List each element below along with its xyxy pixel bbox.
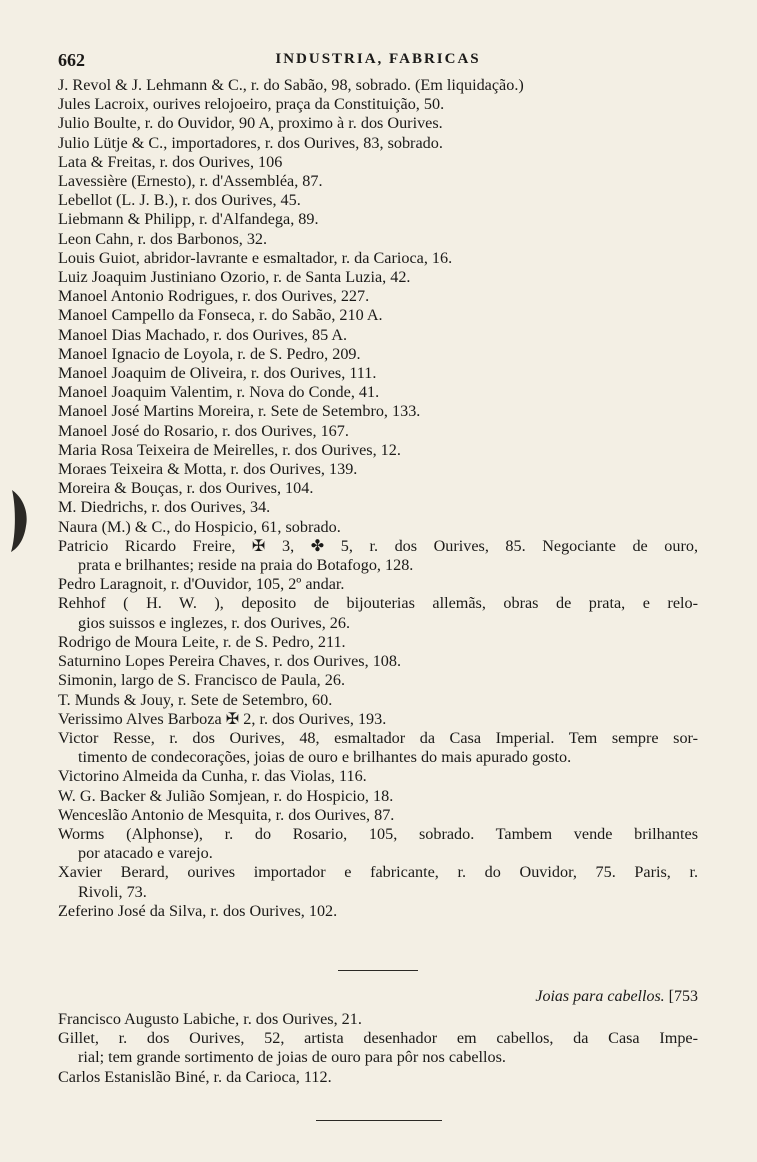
entry-text: Xavier Berard, ourives importador e fabricante, r. do Ouvidor, 75. Paris, r. xyxy=(58,863,698,882)
entry-text: Naura (M.) & C., do Hospicio, 61, sobrado. xyxy=(58,517,341,536)
list-item xyxy=(58,76,698,95)
list-item xyxy=(58,345,698,364)
list-item xyxy=(58,498,698,517)
entry-continuation: prata e brilhantes; reside na praia do Botafogo, 128. xyxy=(78,556,414,575)
page-number: 662 xyxy=(58,50,85,70)
entries-list xyxy=(58,76,698,921)
page-header xyxy=(58,50,698,72)
list-item xyxy=(58,863,698,901)
entries-list-hair-jewellery xyxy=(58,1010,698,1087)
list-item xyxy=(58,729,698,767)
list-item xyxy=(58,153,698,172)
entry-text: Pedro Laragnoit, r. d'Ouvidor, 105, 2º andar. xyxy=(58,575,345,594)
list-item xyxy=(58,230,698,249)
entry-text: Maria Rosa Teixeira de Meirelles, r. dos Ourives, 12. xyxy=(58,440,401,459)
entry-text: Lavessière (Ernesto), r. d'Assembléa, 87. xyxy=(58,172,323,191)
list-item xyxy=(58,691,698,710)
list-item xyxy=(58,1029,698,1067)
entry-text: Moraes Teixeira & Motta, r. dos Ourives, 139. xyxy=(58,460,358,479)
list-item xyxy=(58,268,698,287)
list-item xyxy=(58,902,698,921)
entry-text: Lata & Freitas, r. dos Ourives, 106 xyxy=(58,152,283,171)
entry-text: Louis Guiot, abridor-lavrante e esmaltador, r. da Carioca, 16. xyxy=(58,248,453,267)
list-item xyxy=(58,383,698,402)
entry-text: Rodrigo de Moura Leite, r. de S. Pedro, 211. xyxy=(58,632,346,651)
list-item xyxy=(58,633,698,652)
list-item xyxy=(58,364,698,383)
entry-text: Simonin, largo de S. Francisco de Paula, 26. xyxy=(58,671,345,690)
section-code: [753 xyxy=(668,988,698,1005)
list-item xyxy=(58,114,698,133)
list-item xyxy=(58,767,698,786)
list-item xyxy=(58,537,698,575)
list-item xyxy=(58,710,698,729)
list-item xyxy=(58,306,698,325)
end-rule xyxy=(316,1120,442,1121)
entry-continuation: por atacado e varejo. xyxy=(78,844,213,863)
section-heading xyxy=(58,988,698,1006)
margin-ink-mark xyxy=(8,486,30,556)
entry-text: Manoel Ignacio de Loyola, r. de S. Pedro, 209. xyxy=(58,344,361,363)
list-item xyxy=(58,249,698,268)
entry-text: Patricio Ricardo Freire, ✠ 3, ✤ 5, r. dos Ourives, 85. Negociante de ouro, xyxy=(58,536,698,555)
entry-text: Moreira & Bouças, r. dos Ourives, 104. xyxy=(58,479,314,498)
entry-text: Wenceslão Antonio de Mesquita, r. dos Ourives, 87. xyxy=(58,805,395,824)
entry-text: Julio Boulte, r. do Ouvidor, 90 A, proximo à r. dos Ourives. xyxy=(58,114,443,133)
list-item xyxy=(58,210,698,229)
list-item xyxy=(58,787,698,806)
list-item xyxy=(58,671,698,690)
entry-continuation: rial; tem grande sortimento de joias de ouro para pôr nos cabellos. xyxy=(78,1048,506,1067)
entry-text: Zeferino José da Silva, r. dos Ourives, 102. xyxy=(58,901,338,920)
list-item xyxy=(58,422,698,441)
list-item xyxy=(58,806,698,825)
entry-text: Francisco Augusto Labiche, r. dos Ourives, 21. xyxy=(58,1010,362,1028)
list-item xyxy=(58,518,698,537)
entry-continuation: Rivoli, 73. xyxy=(78,882,147,901)
entry-text: J. Revol & J. Lehmann & C., r. do Sabão, 98, sobrado. (Em liquidação.) xyxy=(58,76,524,94)
list-item xyxy=(58,594,698,632)
entry-text: Luiz Joaquim Justiniano Ozorio, r. de Santa Luzia, 42. xyxy=(58,268,411,287)
entry-text: Verissimo Alves Barboza ✠ 2, r. dos Ourives, 193. xyxy=(58,709,387,728)
list-item xyxy=(58,191,698,210)
entry-text: Worms (Alphonse), r. do Rosario, 105, sobrado. Tambem vende brilhantes xyxy=(58,824,698,843)
list-item xyxy=(58,825,698,863)
entry-text: Rehhof ( H. W. ), deposito de bijouterias allemãs, obras de prata, e relo- xyxy=(58,594,698,613)
entry-text: T. Munds & Jouy, r. Sete de Setembro, 60. xyxy=(58,690,333,709)
list-item xyxy=(58,1010,698,1029)
entry-text: Manoel Antonio Rodrigues, r. dos Ourives, 227. xyxy=(58,287,370,306)
list-item xyxy=(58,95,698,114)
list-item xyxy=(58,441,698,460)
entry-text: Victor Resse, r. dos Ourives, 48, esmaltador da Casa Imperial. Tem sempre sor- xyxy=(58,728,698,747)
entry-text: M. Diedrichs, r. dos Ourives, 34. xyxy=(58,498,271,517)
entry-text: Julio Lütje & C., importadores, r. dos Ourives, 83, sobrado. xyxy=(58,133,443,152)
entry-text: Lebellot (L. J. B.), r. dos Ourives, 45. xyxy=(58,191,301,210)
list-item xyxy=(58,134,698,153)
list-item xyxy=(58,479,698,498)
list-item xyxy=(58,575,698,594)
list-item xyxy=(58,287,698,306)
entry-text: Manoel Joaquim Valentim, r. Nova do Conde, 41. xyxy=(58,383,380,402)
entry-text: Saturnino Lopes Pereira Chaves, r. dos Ourives, 108. xyxy=(58,652,402,671)
entry-text: Liebmann & Philipp, r. d'Alfandega, 89. xyxy=(58,210,319,229)
entry-text: Jules Lacroix, ourives relojoeiro, praça da Constituição, 50. xyxy=(58,95,445,114)
entry-text: Gillet, r. dos Ourives, 52, artista desenhador em cabellos, da Casa Impe- xyxy=(58,1029,698,1048)
list-item xyxy=(58,460,698,479)
list-item xyxy=(58,652,698,671)
entry-text: Manoel Joaquim de Oliveira, r. dos Ourives, 111. xyxy=(58,364,377,383)
entry-continuation: gios suissos e inglezes, r. dos Ourives, 26. xyxy=(78,613,351,632)
entry-text: W. G. Backer & Julião Somjean, r. do Hospicio, 18. xyxy=(58,786,394,805)
entry-text: Manoel Campello da Fonseca, r. do Sabão, 210 A. xyxy=(58,306,383,325)
list-item xyxy=(58,1068,698,1087)
entry-text: Carlos Estanislão Biné, r. da Carioca, 112. xyxy=(58,1067,332,1086)
section-title: Joias para cabellos. xyxy=(535,988,665,1005)
entry-text: Manoel Dias Machado, r. dos Ourives, 85 A. xyxy=(58,325,348,344)
list-item xyxy=(58,326,698,345)
entry-continuation: timento de condecorações, joias de ouro e brilhantes do mais apurado gosto. xyxy=(78,748,572,767)
entry-text: Leon Cahn, r. dos Barbonos, 32. xyxy=(58,229,268,248)
entry-text: Victorino Almeida da Cunha, r. das Violas, 116. xyxy=(58,767,367,786)
entry-text: Manoel José Martins Moreira, r. Sete de Setembro, 133. xyxy=(58,402,421,421)
entry-text: Manoel José do Rosario, r. dos Ourives, 167. xyxy=(58,421,349,440)
running-title: INDUSTRIA, FABRICAS xyxy=(275,51,481,67)
section-divider xyxy=(338,970,418,971)
list-item xyxy=(58,172,698,191)
list-item xyxy=(58,402,698,421)
